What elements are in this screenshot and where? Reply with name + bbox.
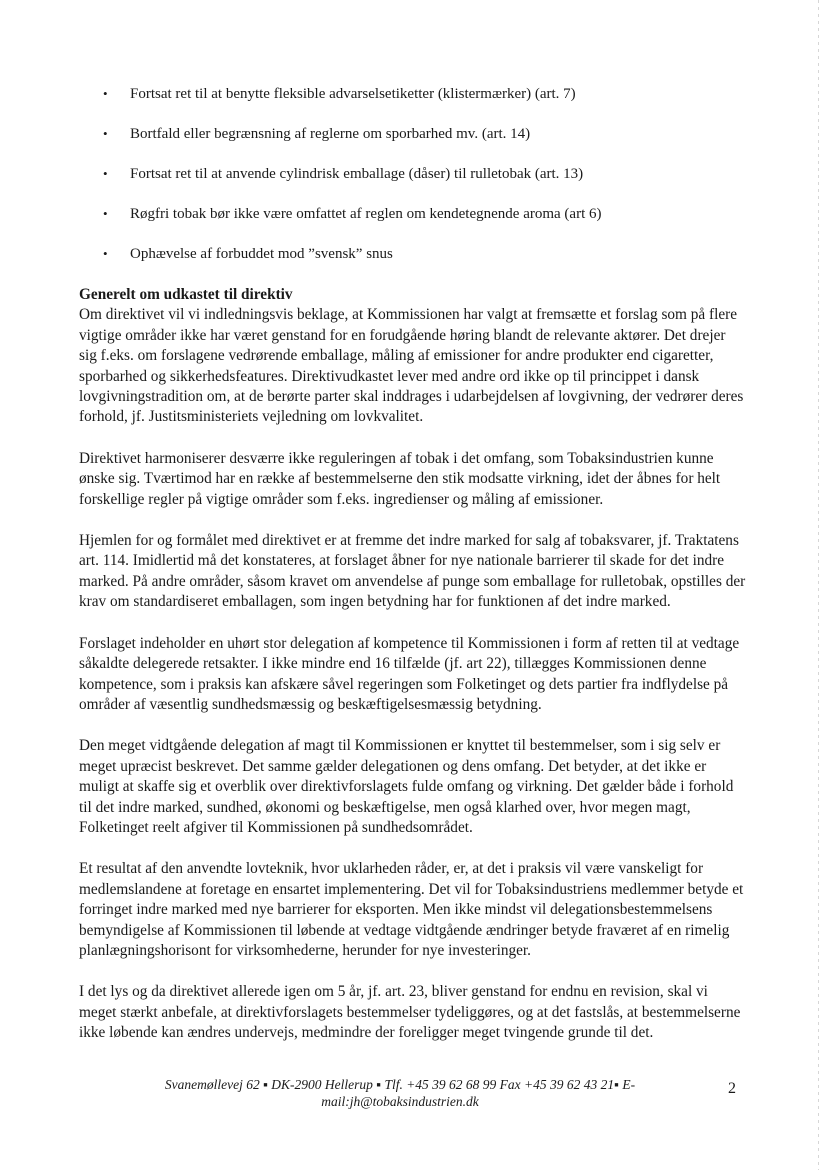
bullet-item xyxy=(100,124,760,164)
bullet-item xyxy=(100,204,760,244)
bullet-symbol: • xyxy=(103,246,108,261)
footer-line: mail:jh@tobaksindustrien.dk xyxy=(321,1094,479,1109)
bullet-symbol: • xyxy=(103,86,108,101)
bullet-text: Bortfald eller begrænsning af reglerne om sporbarhed mv. (art. 14) xyxy=(130,126,531,142)
bullet-symbol: • xyxy=(103,206,108,221)
bullet-text: Røgfri tobak bør ikke være omfattet af reglen om kendetegnende aroma (art 6) xyxy=(130,206,602,222)
section-heading: Generelt om udkastet til direktiv xyxy=(79,286,293,303)
page-number: 2 xyxy=(728,1080,736,1097)
body-paragraph: Direktivet harmoniserer desværre ikke reguleringen af tobak i det omfang, som Tobaksindustrien kunne ønske sig. Tværtimod har en række af bestemmelserne den stik modsatte virkning, idet der åbnes for helt forskellige regler på vigtige områder som f.eks. ingredienser og måling af emissioner. xyxy=(79,449,721,508)
body-paragraph: Den meget vidtgående delegation af magt til Kommissionen er knyttet til bestemmelser, som i sig selv er meget upræcist beskrevet. Det samme gælder delegationen og dens omfang. Det betyder, at det ikke er muligt at skaffe sig et overblik over direktivforslagets fulde omfang og virkning. Det gælder både i forhold til det indre marked, sundhed, økonomi og beskæftigelse, men også klarhed over, hvor megen magt, Folketinget reelt afgiver til Kommissionen på sundhedsområdet. xyxy=(79,737,734,836)
bullet-list xyxy=(100,84,760,284)
body-section xyxy=(79,285,747,1065)
body-paragraph: Et resultat af den anvendte lovteknik, hvor uklarheden råder, er, at det i praksis vil være vanskeligt for medlemslandene at foretage en ensartet implementering. Det vil for Tobaksindustriens medlemmer betyde et forringet indre marked med nye barrierer for eksporten. Men ikke mindst vil delegationsbestemmelsens bemyndigelse af Kommissionen til løbende at vedtage vidtgående ændringer betyde fraværet af en rimelig planlægningshorisont for virksomhederne, herunder for nye investeringer. xyxy=(79,860,744,959)
footer-address xyxy=(130,1076,670,1110)
scan-edge-line xyxy=(818,0,819,1170)
bullet-item xyxy=(100,244,760,284)
bullet-symbol: • xyxy=(103,166,108,181)
bullet-item xyxy=(100,164,760,204)
bullet-symbol: • xyxy=(103,126,108,141)
bullet-text: Fortsat ret til at anvende cylindrisk emballage (dåser) til rulletobak (art. 13) xyxy=(130,166,584,182)
body-paragraph: Forslaget indeholder en uhørt stor delegation af kompetence til Kommissionen i form af retten til at vedtage såkaldte delegerede retsakter. I ikke mindre end 16 tilfælde (jf. art 22), tillægges Kommissionen denne kompetence, som i praksis kan afskære såvel regeringen som Folketinget og dets partier fra indflydelse på områder af væsentlig sundhedsmæssig og beskæftigelsesmæssig betydning. xyxy=(79,634,740,713)
body-paragraph: Hjemlen for og formålet med direktivet er at fremme det indre marked for salg af tobaksvarer, jf. Traktatens art. 114. Imidlertid må det konstateres, at forslaget åbner for nye nationale barrierer til skade for det indre marked. På andre områder, såsom kravet om anvendelse af punge som emballage for rulletobak, opstilles der krav om standardiseret emballagen, som ingen betydning har for funktionen af det indre marked. xyxy=(79,532,746,611)
footer-line: Svanemøllevej 62 ▪ DK-2900 Hellerup ▪ Tlf. +45 39 62 68 99 Fax +45 39 62 43 21▪ E- xyxy=(164,1077,636,1092)
bullet-text: Ophævelse af forbuddet mod ”svensk” snus xyxy=(130,246,393,262)
body-paragraph: Om direktivet vil vi indledningsvis beklage, at Kommissionen har valgt at fremsætte et forslag som på flere vigtige områder ikke har været genstand for en forudgående høring blandt de relevante aktører. Det drejer sig f.eks. om forslagene vedrørende emballage, måling af emissioner for andre produkter end cigaretter, sporbarhed og sikkerhedsfeatures. Direktivudkastet lever med andre ord ikke op til princippet i dansk lovgivningstradition om, at de berørte parter skal inddrages i udarbejdelsen af lovgivning, der vedrører deres forhold, jf. Justitsministeriets vejledning om lovkvalitet. xyxy=(79,306,744,426)
body-paragraph: I det lys og da direktivet allerede igen om 5 år, jf. art. 23, bliver genstand for endnu en revision, skal vi meget stærkt anbefale, at direktivforslagets bestemmelser tydeliggøres, og at det fastslås, at bestemmelserne ikke løbende kan ændres undervejs, medmindre der foreligger meget tvingende grunde til det. xyxy=(79,983,741,1042)
bullet-item xyxy=(100,84,760,124)
bullet-text: Fortsat ret til at benytte fleksible advarselsetiketter (klistermærker) (art. 7) xyxy=(130,86,576,102)
